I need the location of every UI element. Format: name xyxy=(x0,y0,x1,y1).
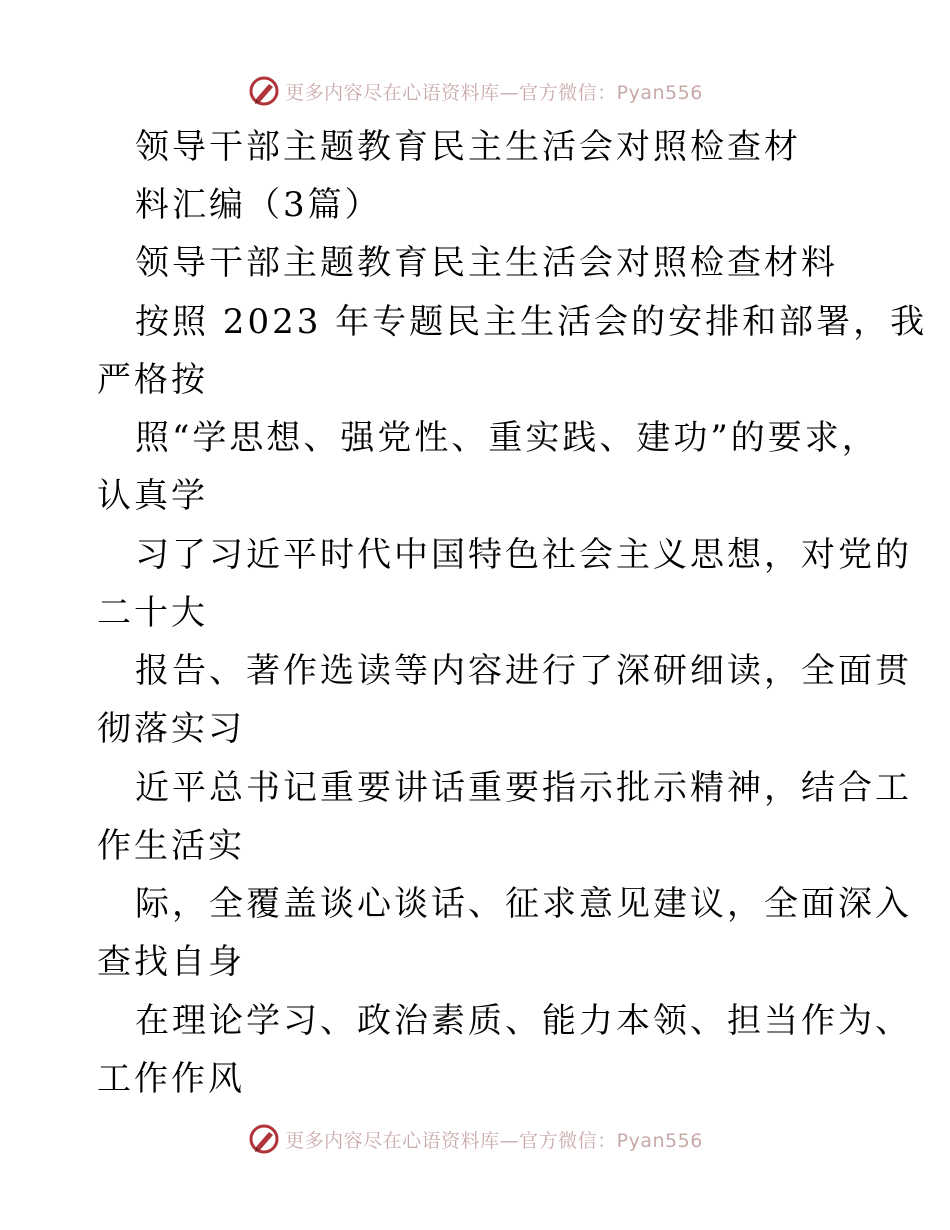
paragraph-line: 习了习近平时代中国特色社会主义思想，对党的 xyxy=(135,535,912,575)
watermark-text: 更多内容尽在心语资料库— xyxy=(285,1129,520,1152)
paragraph-line: 工作作风 xyxy=(97,1059,245,1099)
paragraph-line: 二十大 xyxy=(97,593,208,633)
paragraph-line: 在理论学习、政治素质、能力本领、担当作为、 xyxy=(135,1001,912,1041)
paragraph-line: 近平总书记重要讲话重要指示批示精神，结合工 xyxy=(135,768,912,808)
paragraph-line: 严格按 xyxy=(97,360,208,400)
footer-watermark xyxy=(0,1119,950,1159)
header-watermark xyxy=(0,71,950,111)
title-line-1: 领导干部主题教育民主生活会对照检查材 xyxy=(135,127,801,167)
paragraph-line: 照“学思想、强党性、重实践、建功”的要求， xyxy=(135,418,879,458)
subtitle-line: 领导干部主题教育民主生活会对照检查材料 xyxy=(135,243,838,283)
watermark-contact: 官方微信：Pyan556 xyxy=(519,1129,703,1152)
paragraph-line: 报告、著作选读等内容进行了深研细读，全面贯 xyxy=(135,651,912,691)
paragraph-line: 认真学 xyxy=(97,476,208,516)
pen-logo-icon xyxy=(247,1122,281,1156)
paragraph-line: 按照 2023 年专题民主生活会的安排和部署，我 xyxy=(135,302,928,342)
paragraph-line: 查找自身 xyxy=(97,942,245,982)
paragraph-line: 彻落实习 xyxy=(97,709,245,749)
paragraph-line: 作生活实 xyxy=(97,826,245,866)
pen-logo-icon xyxy=(247,74,281,108)
paragraph-line: 际，全覆盖谈心谈话、征求意见建议，全面深入 xyxy=(135,884,912,924)
watermark-text: 更多内容尽在心语资料库— xyxy=(285,81,520,104)
watermark-contact: 官方微信：Pyan556 xyxy=(519,81,703,104)
title-line-2: 料汇编（3篇） xyxy=(135,185,382,225)
